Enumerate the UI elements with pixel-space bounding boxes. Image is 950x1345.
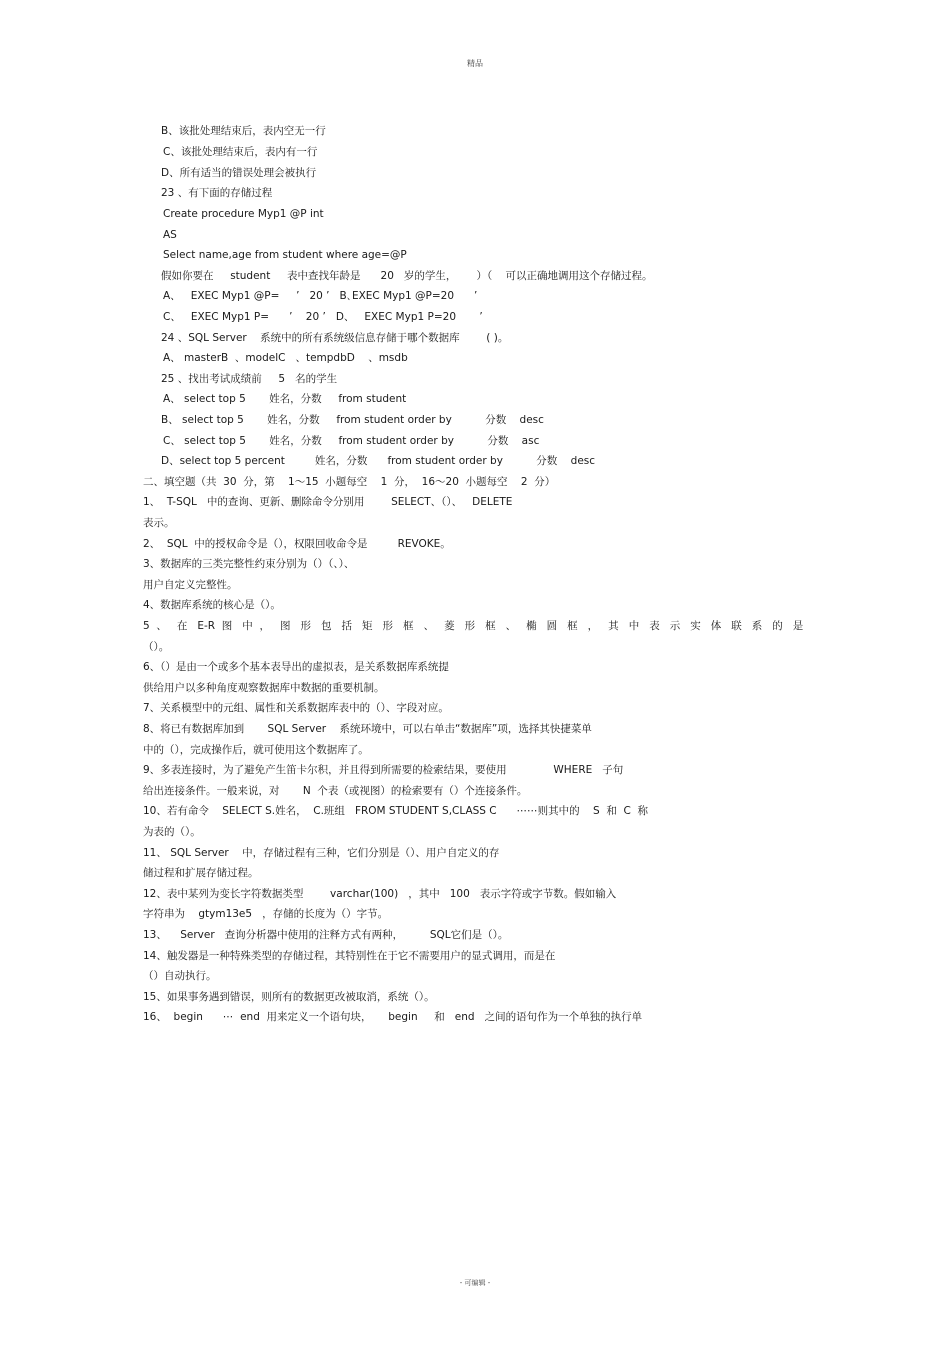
fill-question-14-cont: （）自动执行。: [143, 970, 217, 982]
fill-question-8: 8、将已有数据库加到 SQL Server 系统环境中，可以右单击“数据库”项，选择其快捷菜单: [143, 723, 592, 735]
fill-question-10-cont: 为表的（）。: [143, 826, 201, 838]
fill-question-9: 9、多表连接时，为了避免产生笛卡尔积，并且得到所需要的检索结果，要使用 WHERE 子句: [143, 764, 624, 776]
page-header: 精品: [467, 59, 483, 68]
fill-question-3-cont: 用户自定义完整性。: [143, 579, 238, 591]
fill-question-11-cont: 储过程和扩展存储过程。: [143, 867, 259, 879]
option-line: C、 select top 5 姓名，分数 from student order by 分数 asc: [163, 435, 540, 447]
fill-question-4: 4、数据库系统的核心是（）。: [143, 599, 281, 611]
option-line: D、select top 5 percent 姓名，分数 from student order by 分数 desc: [161, 455, 596, 467]
fill-question-9-cont: 给出连接条件。一般来说，对 N 个表（或视图）的检索要有（）个连接条件。: [143, 785, 528, 797]
fill-question-5: 5 、 在 E-R 图 中 ， 图 形 包 括 矩 形 框 、 菱 形 框 、 椭 圆 框 ， 其 中 表 示 实 体 联 系 的 是: [143, 620, 804, 632]
fill-question-3: 3、数据库的三类完整性约束分别为（）（、）、: [143, 558, 355, 570]
fill-question-8-cont: 中的（），完成操作后，就可使用这个数据库了。: [143, 744, 369, 756]
fill-question-1: 1、 T-SQL 中的查询、更新、删除命令分别用 SELECT、（）、 DELETE: [143, 496, 513, 508]
fill-question-13: 13、 Server 查询分析器中使用的注释方式有两种， SQL它们是（）。: [143, 929, 509, 941]
fill-question-7: 7、关系模型中的元组、属性和关系数据库表中的（）、字段对应。: [143, 702, 449, 714]
option-c-line: C、该批处理结束后，表内有一行: [163, 146, 318, 158]
fill-question-6: 6、（）是由一个或多个基本表导出的虚拟表，是关系数据库系统提: [143, 661, 449, 673]
fill-question-12-cont: 字符串为 gtym13e5 ，存储的长度为（）字节。: [143, 908, 389, 920]
section-heading: 二、填空题（共 30 分，第 1～15 小题每空 1 分， 16～20 小题每空 2 分）: [143, 476, 556, 488]
fill-question-2: 2、 SQL 中的授权命令是（），权限回收命令是 REVOKE。: [143, 538, 451, 550]
question-text: 假如你要在 student 表中查找年龄是 20 岁的学生， ）（ 可以正确地调用这个存储过程。: [161, 270, 653, 282]
page-footer: - 可编辑 -: [459, 1279, 491, 1287]
code-line: Select name,age from student where age=@P: [163, 249, 407, 261]
option-line: B、 select top 5 姓名，分数 from student order by 分数 desc: [161, 414, 544, 426]
option-line: A、 select top 5 姓名，分数 from student: [163, 393, 407, 405]
question-24: 24 、SQL Server 系统中的所有系统级信息存储于哪个数据库 ( )。: [161, 332, 509, 344]
code-line: Create procedure Myp1 @P int: [163, 208, 324, 220]
option-line: A、 masterB 、modelC 、tempdbD 、msdb: [163, 352, 408, 364]
fill-question-10: 10、若有命令 SELECT S.姓名， C.班组 FROM STUDENT S,CLASS C ⋯⋯则其中的 S 和 C 称: [143, 805, 649, 817]
fill-question-15: 15、如果事务遇到错误，则所有的数据更改被取消，系统（）。: [143, 991, 435, 1003]
question-23: 23 、有下面的存储过程: [161, 187, 273, 199]
option-d-line: D、所有适当的错误处理会被执行: [161, 167, 317, 179]
code-line: AS: [163, 229, 177, 241]
fill-question-5-cont: （）。: [143, 641, 170, 653]
fill-question-16: 16、 begin ⋯ end 用来定义一个语句块， begin 和 end 之间的语句作为一个单独的执行单: [143, 1011, 643, 1023]
option-line: A、 EXEC Myp1 @P= ’ 20 ’ B､EXEC Myp1 @P=20 ’: [163, 290, 478, 302]
fill-question-1-cont: 表示。: [143, 517, 175, 529]
option-b-line: B、该批处理结束后，表内空无一行: [161, 125, 326, 137]
fill-question-6-cont: 供给用户以多种角度观察数据库中数据的重要机制。: [143, 682, 385, 694]
fill-question-14: 14、触发器是一种特殊类型的存储过程，其特别性在于它不需要用户的显式调用，而是在: [143, 950, 556, 962]
fill-question-12: 12、表中某列为变长字符数据类型 varchar(100) ，其中 100 表示字符或字节数。假如输入: [143, 888, 617, 900]
question-25: 25 、找出考试成绩前 5 名的学生: [161, 373, 338, 385]
fill-question-11: 11、 SQL Server 中，存储过程有三种，它们分别是（）、用户自定义的存: [143, 847, 500, 859]
option-line: C、 EXEC Myp1 P= ’ 20 ’ D、 EXEC Myp1 P=20 ’: [163, 311, 483, 323]
